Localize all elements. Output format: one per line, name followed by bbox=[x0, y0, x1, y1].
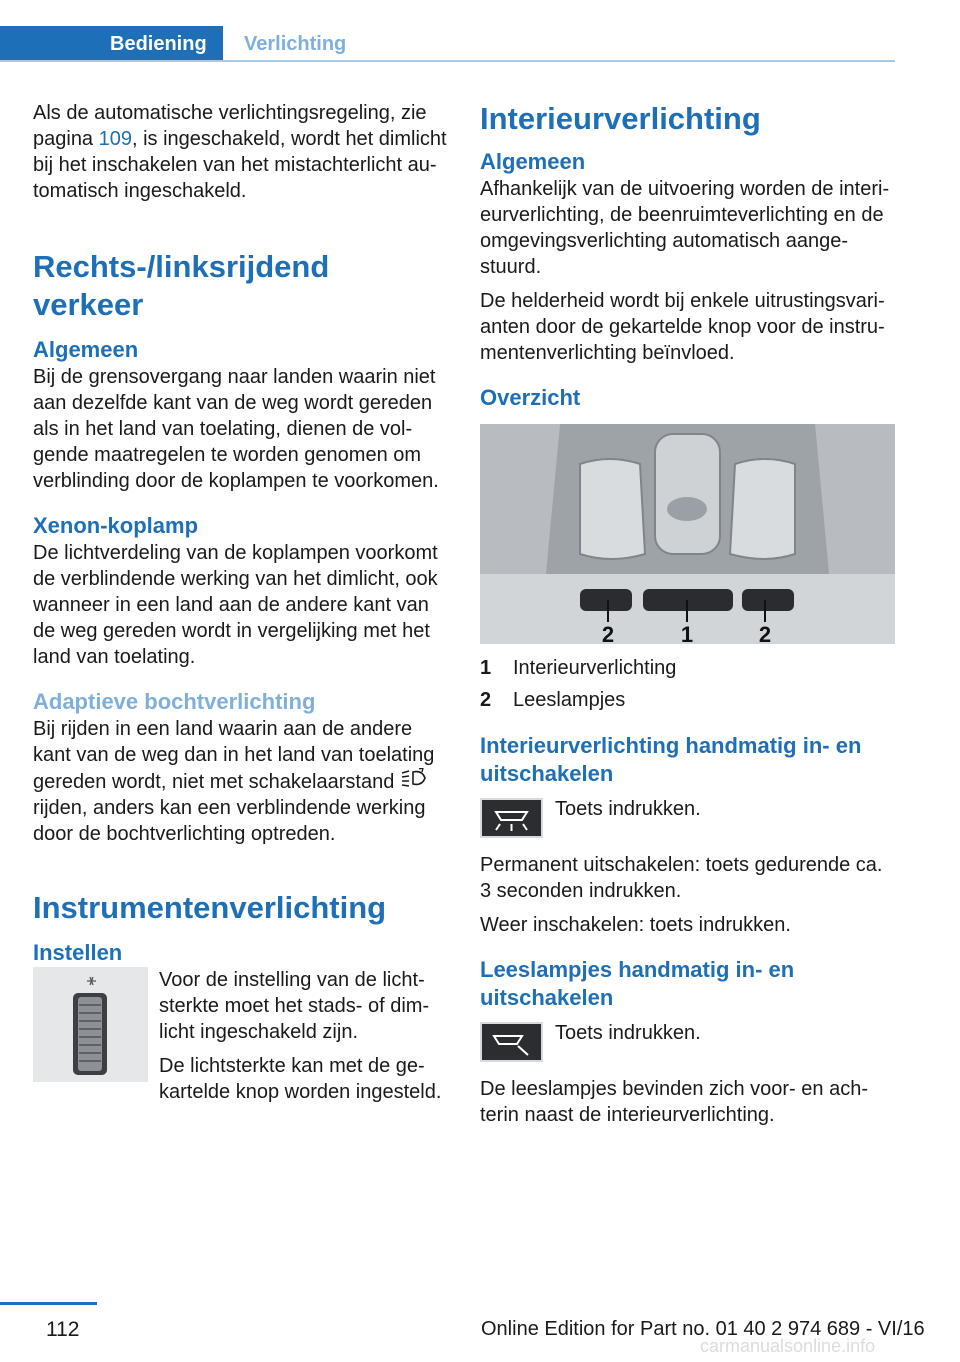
press-button-text: Toets indrukken. bbox=[555, 798, 701, 820]
xenon-paragraph: De lichtverdeling van de koplampen voorkomt de verblindende werking van het dimlicht, ook wanneer in een land aan de andere kant van de weg gereden wordt in vergelijking met het land van toelating. bbox=[33, 542, 438, 668]
intro-paragraph: Als de automatische verlichtingsregeling, zie pagina 109, is ingeschakeld, wordt het dimlicht bij het inschakelen van het mistachterlicht automatisch ingeschakeld. bbox=[33, 102, 447, 202]
interior-light-button-icon bbox=[480, 798, 543, 838]
figure-label: 2 bbox=[601, 622, 615, 644]
interior-button-row bbox=[480, 798, 895, 838]
right-column bbox=[480, 100, 895, 1136]
left-column bbox=[33, 100, 448, 1113]
page-link-109[interactable]: 109 bbox=[98, 128, 132, 150]
permanent-off-text: Permanent uitschakelen: toets gedurende ca. 3 seconden indrukken. bbox=[480, 854, 883, 902]
heading-interior-manual: Interieurverlichting handmatig in- en uitschakelen bbox=[480, 733, 862, 786]
edition-info: Online Edition for Part no. 01 40 2 974 689 - VI/16 bbox=[481, 1318, 925, 1340]
overview-figure bbox=[480, 424, 895, 644]
dimmer-row bbox=[33, 967, 448, 1113]
reading-button-row bbox=[480, 1022, 895, 1062]
interior-paragraph-2: De helderheid wordt bij enkele uitrustingsvarianten door de gekartelde knop voor de instrumentenverlichting beïnvloed. bbox=[480, 290, 885, 364]
setup-paragraph-2: De lichtsterkte kan met de gekartelde knop worden ingesteld. bbox=[159, 1055, 442, 1103]
heading-instrument: Instrumentenverlichting bbox=[33, 890, 387, 925]
watermark: carmanualsonline.info bbox=[700, 1336, 876, 1356]
legend-item: 1 Interieurverlichting bbox=[480, 657, 677, 679]
press-button-text: Toets indrukken. bbox=[555, 1022, 701, 1044]
footer-divider bbox=[0, 1302, 97, 1305]
interior-paragraph-1: Afhankelijk van de uitvoering worden de interieurverlichting, de beenruimteverlichting en de omgevingsverlichting automatisch aangestuurd. bbox=[480, 178, 890, 278]
header-divider bbox=[0, 60, 895, 62]
heading-general-right: Algemeen bbox=[480, 149, 586, 174]
heading-interior: Interieurverlichting bbox=[480, 101, 761, 136]
adaptive-paragraph: Bij rijden in een land waarin aan de andere kant van de weg dan in het land van toelating gereden wordt, niet met schakelaarstand rijden, anders kan een verblindende werking door de bochtverlichting optreden. bbox=[33, 718, 435, 845]
tab-bediening[interactable]: Bediening bbox=[0, 26, 223, 62]
switch-on-again-text: Weer inschakelen: toets indrukken. bbox=[480, 914, 791, 936]
heading-overview: Overzicht bbox=[480, 385, 581, 410]
headlight-switch-icon bbox=[400, 771, 432, 793]
figure-label: 2 bbox=[758, 622, 772, 644]
general-paragraph: Bij de grensovergang naar landen waarin niet aan dezelfde kant van de weg wordt gereden als in het land van toelating, dienen de volgende maatregelen te worden genomen om verblinding door de koplampen te voorkomen. bbox=[33, 366, 439, 492]
legend-item: 2 Leeslampjes bbox=[480, 689, 626, 711]
setup-paragraph-1: Voor de instelling van de lichtsterkte moet het stads- of dimlicht ingeschakeld zijn. bbox=[159, 969, 430, 1043]
heading-reading-lights: Leeslampjes handmatig in- en uitschakelen bbox=[480, 957, 795, 1010]
heading-general: Algemeen bbox=[33, 337, 139, 362]
heading-xenon: Xenon-koplamp bbox=[33, 513, 199, 538]
heading-setup: Instellen bbox=[33, 940, 123, 965]
page-number: 112 bbox=[46, 1318, 80, 1341]
heading-traffic: Rechts-/linksrijdend verkeer bbox=[33, 249, 330, 322]
figure-label: 1 bbox=[680, 622, 694, 644]
tab-verlichting[interactable]: Verlichting bbox=[224, 26, 366, 62]
reading-light-button-icon bbox=[480, 1022, 543, 1062]
page-header bbox=[0, 0, 895, 62]
dimmer-wheel-icon bbox=[33, 967, 148, 1082]
heading-adaptive: Adaptieve bochtverlichting bbox=[33, 689, 316, 714]
reading-lights-paragraph: De leeslampjes bevinden zich voor- en achterin naast de interieurverlichting. bbox=[480, 1078, 868, 1126]
